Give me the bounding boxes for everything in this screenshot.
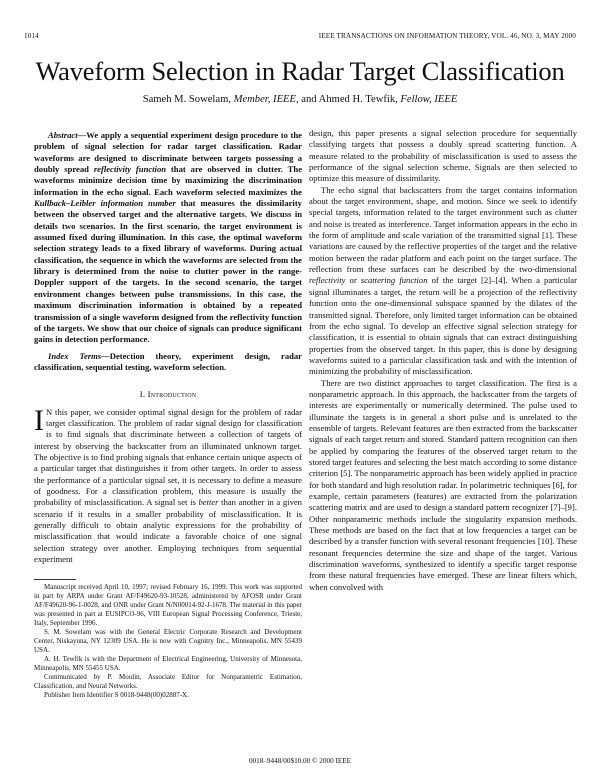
footnote-author-2: A. H. Tewfik is with the Department of Electrical Engineering, University of Minnesota, Minneapolis, MN 55455 USA. <box>34 655 302 673</box>
author-1-role: Member, IEEE, <box>233 94 299 105</box>
intro-paragraph <box>34 403 302 566</box>
page-number: 1014 <box>24 32 39 40</box>
index-terms-lead: Index Terms <box>48 350 102 361</box>
index-terms-text: —Detection theory, experiment design, radar classification, sequential testing, waveform selection. <box>34 350 303 372</box>
footnote-author-1: S. M. Sowelam was with the General Electric Corporate Research and Development Center, Niskayuna, NY 12309 USA. He is now with Cognitry Inc., Minneapolis, MN 55439 USA. <box>34 628 302 655</box>
abstract-term-reflectivity: reflectivity function <box>93 164 167 175</box>
abstract-text-1: —We apply a sequential experiment design procedure to the problem of signal selection for radar target classification. Radar waveforms are designed to discriminate between targets possessing a doubly spread <box>34 130 302 175</box>
abstract <box>34 130 302 346</box>
drop-cap: I <box>34 403 44 437</box>
intro-text-1: N this paper, we consider optimal signal design for the problem of radar target classification. The problem of radar signal design for classification is to find signals that discriminate between a collection of targets of interest by observing the backscatter from an illuminated unknown target. The objective is to find probing signals that enhance certain unique aspects of a particular target that distinguishes it from other targets. In order to assess the performance of a particular signal set, it is necessary to define a measure of goodness. For a classification problem, this measure is usually the probability of misclassification. A signal set is <box>34 406 302 508</box>
footnote-communicated: Communicated by P. Moulin, Associate Editor for Nonparametric Estimation, Classification, and Neural Networks. <box>34 673 302 691</box>
right-p2-term-scattering: scattering function <box>360 275 428 286</box>
left-column <box>34 130 302 700</box>
author-2-name: Ahmed H. Tewfik, <box>318 94 398 105</box>
intro-term-better: better <box>198 497 219 508</box>
author-1-name: Sameh M. Sowelam, <box>142 94 231 105</box>
right-p2-term-reflectivity: reflectivity <box>309 275 346 286</box>
abstract-text-3: that measures the dissimilarity between the observed target and the alternative targets. We discuss in details two scenarios. In the first scenario, the target environment is assumed fixed during illumination. In this case, the optimal waveform selection strategy leads to a fixed library of waveforms. During actual classification, the sequence in which the waveforms are selected from the library is determined from the noise to clutter power in the range-Doppler support of the targets. In the second scenario, the target environment changes between pulse transmissions. In this case, the maximum discrimination information is obtained by a repeated transmission of a single waveform designed from the reflectivity function of the targets. We show that our choice of signals can produce significant gains in detection performance. <box>34 198 302 345</box>
abstract-text-2: that are observed in clutter. The waveforms minimize decision time by maximizing the discrimination information in the echo signal. Each waveform selected maximizes the <box>34 164 303 197</box>
section-heading-introduction <box>34 389 302 400</box>
footnote-rule <box>34 579 76 580</box>
right-p2-or: or <box>345 275 361 286</box>
paper-title: Waveform Selection in Radar Target Classification <box>35 56 565 86</box>
footnote-manuscript: Manuscript received April 10, 1997; revised February 16, 1999. This work was supported in part by ARPA under Grant AF/F49620-93-10528, administered by AFOSR under Grant AF/F49620-96-1-0028, and ONR under Grant N/N00014-92-J-1678. The material in this paper was presented in part at EUSIPCO-96, VIII European Signal Processing Conference, Trieste, Italy, September 1996. <box>34 583 302 628</box>
right-paragraph-1: design, this paper presents a signal selection procedure for sequentially classifying targets that possess a doubly spread scattering function. A measure related to the probability of misclassification is used to assess the performance of the signal selection scheme. Signals are then selected to optimize this measure of dissimilarity. <box>309 128 577 184</box>
author-conjunction: and <box>301 94 317 105</box>
right-column <box>309 128 577 593</box>
abstract-lead: Abstract <box>48 130 78 140</box>
index-terms <box>34 351 302 374</box>
right-paragraph-3: There are two distinct approaches to target classification. The first is a nonparametric approach. In this approach, the backscatter from the targets of interests are experimentally or numerically determined. The pulse used to illuminate the targets is in general a short pulse and is unrelated to the ensemble of targets. Relevant features are then extracted from the backscatter signals of each target return and stored. Standard pattern recognition can then be applied by comparing the features of the observed target return to the stored target features and selecting the best match according to some distance criterion [5]. The nonparametric approach has been widely applied in practice for both standard and high resolution radar. In polarimetric techniques [6], for example, certain parameters (features) are extracted from the polarization scattering matrix and are used to design a standard pattern recognizer [7]–[9]. Other nonparametric methods include the singularity expansion methods. These methods are based on the fact that at low frequencies a target can be described by a transfer function with several resonant frequencies [10]. These resonant frequencies determine the size and shape of the target. Various discrimination waveforms, synthesized to identify a specific target response from these natural frequencies have emerged. These are linear filters which, when convolved with <box>309 377 577 592</box>
right-p2-text-1: The echo signal that backscatters from the target contains information about the target environment, shape, and motion. Since we seek to identify special targets, information related to the target environment such as clutter and noise is treated as interference. Target information appears in the echo in the form of amplitude and scale variation of the transmitted signal [1]. These variations are caused by the reflective properties of the target and the relative motion between the radar platform and each point on the target surface. The reflection from these surfaces can be described by the two-dimensional <box>309 184 577 275</box>
section-title: Introduction <box>147 389 197 400</box>
section-numeral: I. <box>139 389 148 400</box>
footnote-publisher-id: Publisher Item Identifier S 0018-9448(00)02887-X. <box>44 691 189 700</box>
author-2-role: Fellow, IEEE <box>400 94 458 105</box>
abstract-term-kl: Kullback–Leibler information number <box>34 198 176 209</box>
right-paragraph-2 <box>309 185 577 378</box>
intro-text-2: than another in a given scenario if it results in a smaller probability of misclassification. It is generally difficult to obtain analytic expressions for the probability of misclassification that would indicate a favorable choice of one signal selection strategy over another. Employing techniques from sequential experiment <box>34 497 302 565</box>
right-p2-text-2: of the target [2]–[4]. When a particular signal illuminates a target, the return will be a projection of the reflectivity function onto the one-dimensional subspace spanned by the dilates of the transmitted signal. Therefore, only limited target information can be obtained from the echo signal. To develop an effective signal selection strategy for classification, it is essential to obtain signals that can extract distinguishing properties from the observed target. In this paper, this is done by designing waveforms suited to a particular classification task and with the intention of minimizing the probability of misclassification. <box>309 275 577 377</box>
author-line <box>0 94 600 105</box>
running-header: IEEE TRANSACTIONS ON INFORMATION THEORY, VOL. 46, NO. 3, MAY 2000 <box>318 32 576 40</box>
footnotes <box>34 579 302 700</box>
copyright-footer: 0018–9448/00$10.00 © 2000 IEEE <box>248 757 352 765</box>
